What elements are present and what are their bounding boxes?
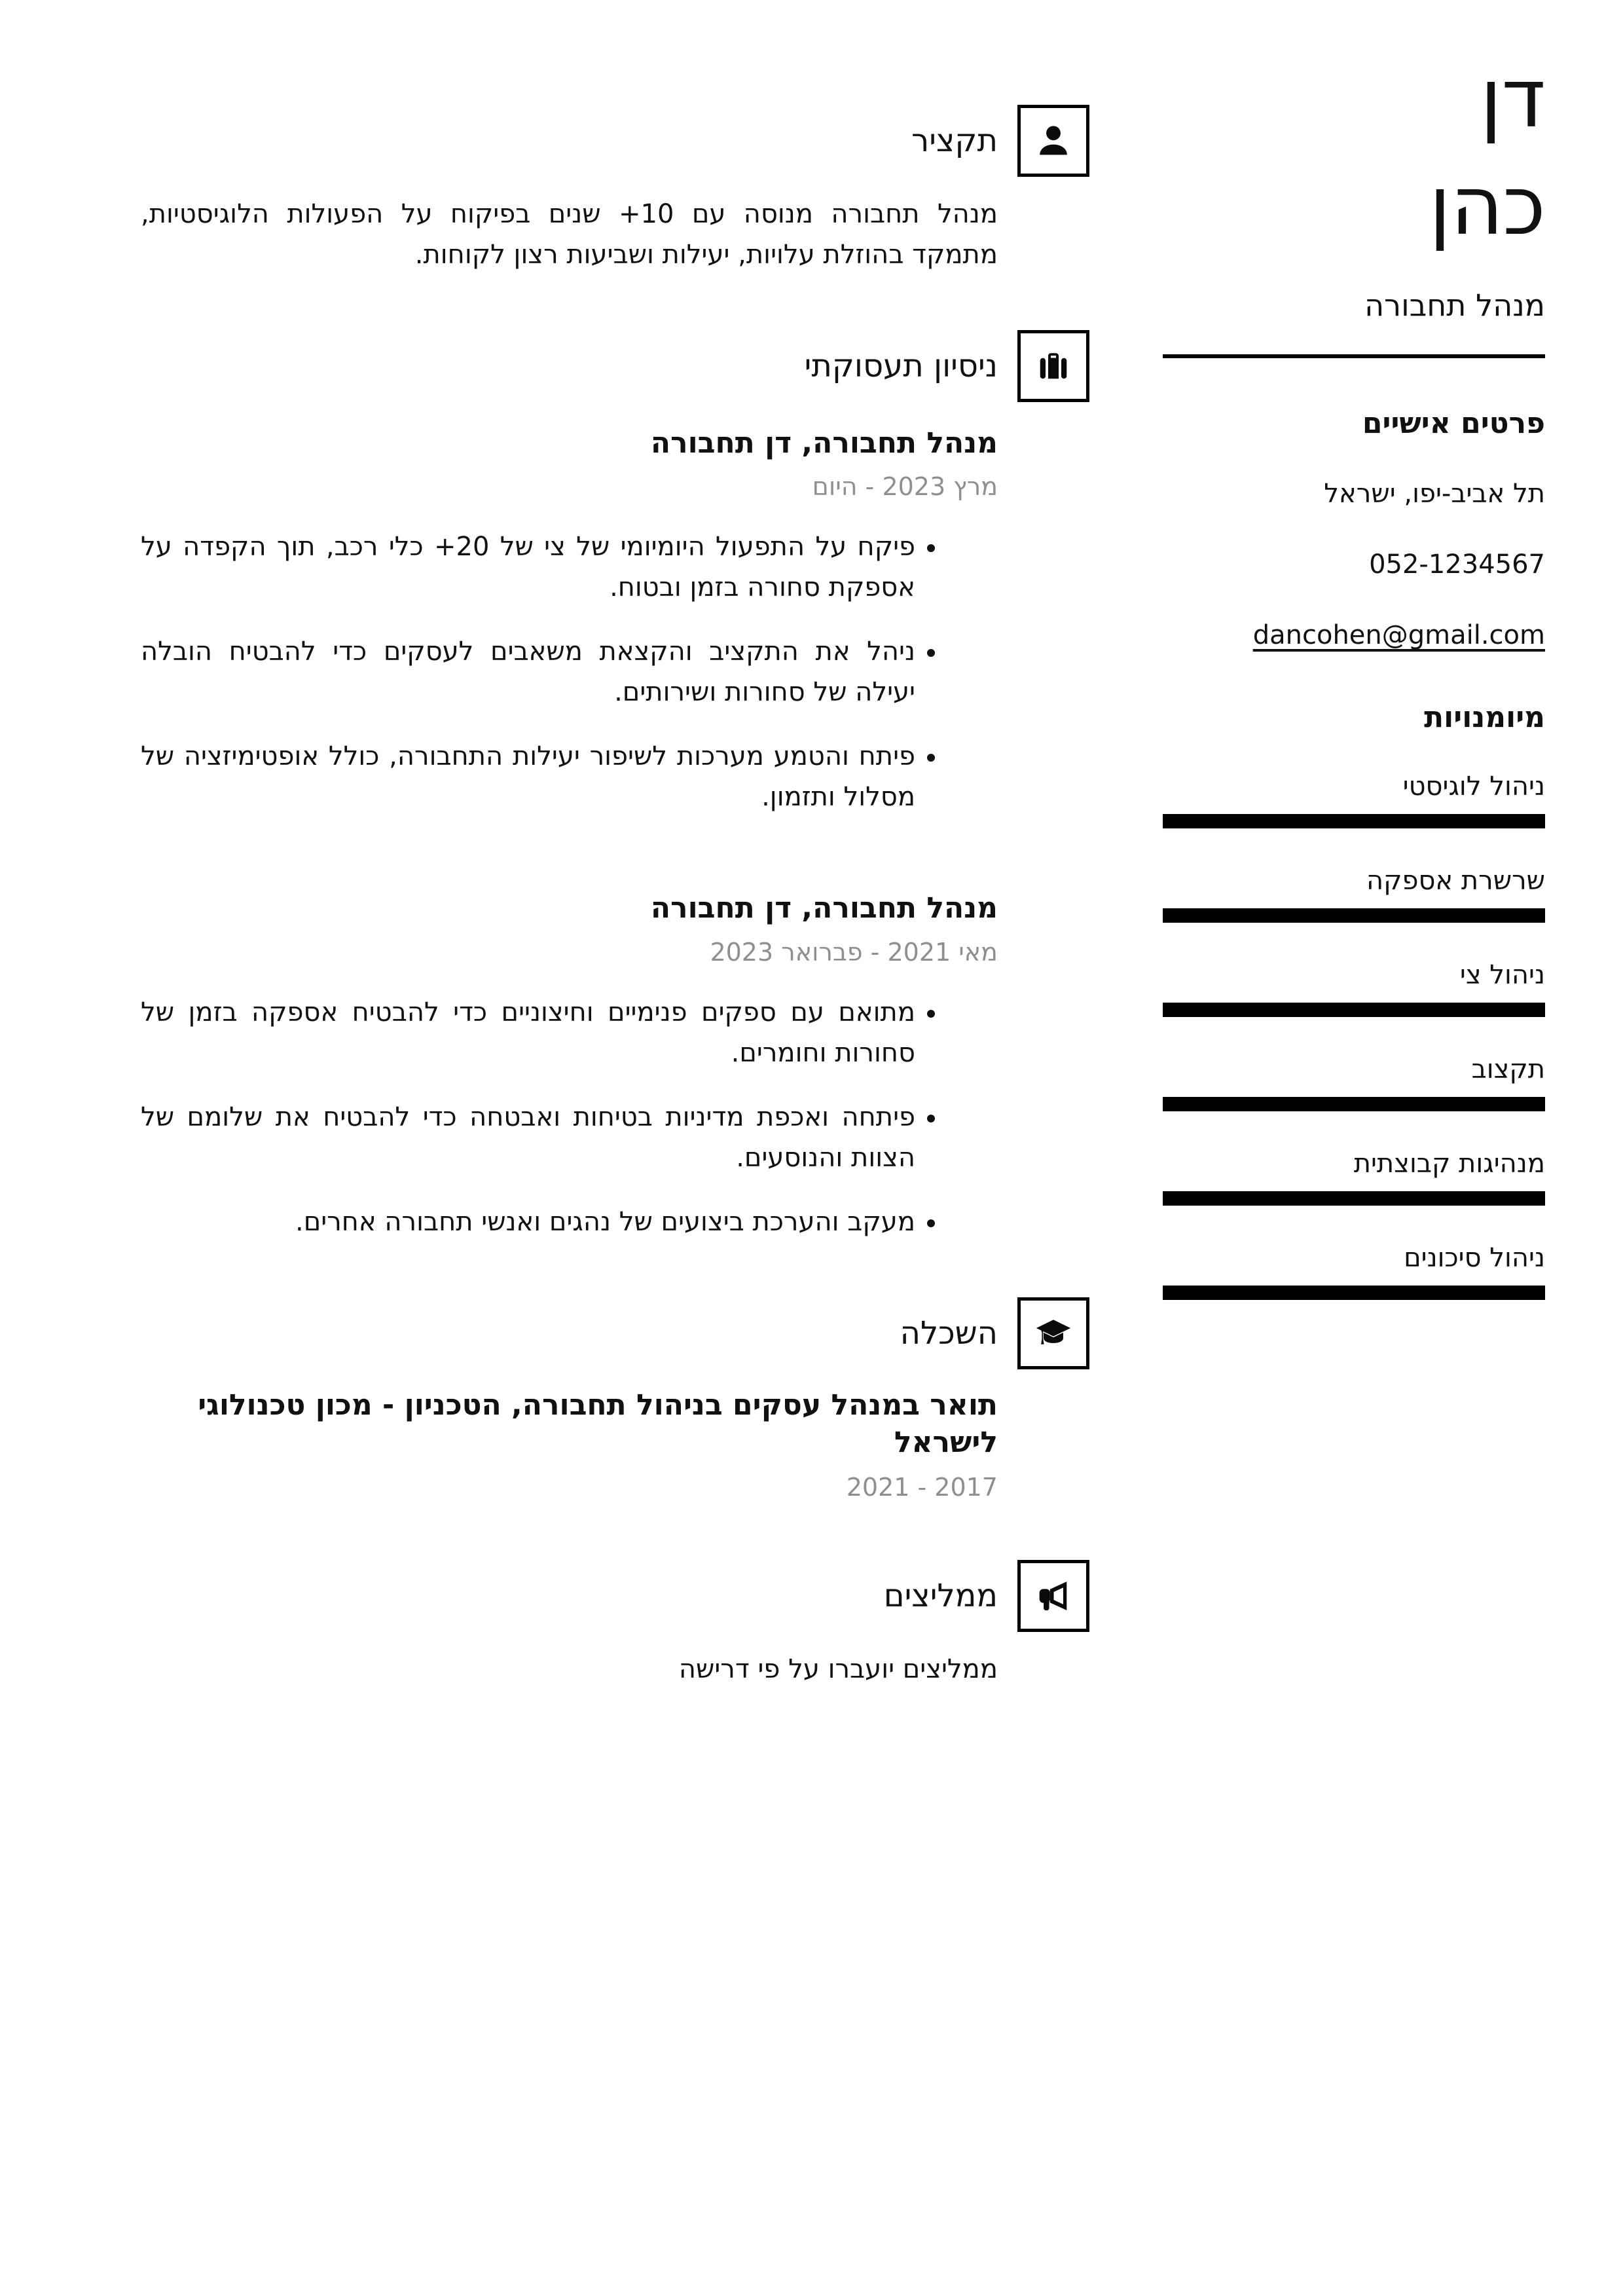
- job-bullet: • מתואם עם ספקים פנימיים וחיצוניים כדי להבטיח אספקה בזמן של סחורות וחומרים.: [141, 992, 915, 1073]
- skill-item-team-leadership: [1163, 1147, 1545, 1206]
- personal-details-heading: פרטים אישיים: [1362, 407, 1545, 441]
- summary-text: מנהל תחבורה מנוסה עם 10+ שנים בפיקוח על הפעולות הלוגיסטיות, מתמקד בהוזלת עלויות, יעילות ושביעות רצון לקוחות.: [141, 199, 998, 270]
- graduation-cap-icon: [1017, 1297, 1089, 1369]
- candidate-last-name: כהן: [1429, 158, 1545, 253]
- skill-label: ניהול צי: [1459, 960, 1545, 991]
- job-dates: מרץ 2023 - היום: [812, 472, 998, 502]
- sidebar: [1163, 39, 1545, 2257]
- main-content: [75, 39, 1089, 2257]
- skills-heading: מיומנויות: [1424, 701, 1545, 735]
- job-bullet: • פיתח והטמע מערכות לשיפור יעילות התחבורה, כולל אופטימיזציה של מסלול ותזמון.: [141, 736, 915, 817]
- skill-level-bar: [1163, 814, 1545, 828]
- skill-label: מנהיגות קבוצתית: [1353, 1149, 1545, 1179]
- job-bullets: [141, 992, 998, 1242]
- job-dates: מאי 2021 - פברואר 2023: [710, 937, 998, 967]
- skill-level-bar: [1163, 1286, 1545, 1300]
- sidebar-divider: [1163, 354, 1545, 358]
- job-bullet: • מעקב והערכת ביצועים של נהגים ואנשי תחבורה אחרים.: [141, 1202, 915, 1242]
- skill-level-bar: [1163, 1097, 1545, 1111]
- skill-item-budgeting: [1163, 1052, 1545, 1111]
- job-title: מנהל תחבורה, דן תחבורה: [650, 426, 998, 460]
- skill-label: תקצוב: [1471, 1054, 1545, 1085]
- summary-heading-row: [75, 105, 1089, 177]
- section-education: [75, 1297, 1089, 1506]
- briefcase-icon: [1017, 330, 1089, 402]
- job-bullet: • פיתחה ואכפת מדיניות בטיחות ואבטחה כדי להבטיח את שלומם של הצוות והנוסעים.: [141, 1097, 915, 1178]
- education-heading-row: [75, 1297, 1089, 1369]
- job-title: מנהל תחבורה, דן תחבורה: [650, 891, 998, 925]
- skill-item-supply-chain: [1163, 864, 1545, 923]
- references-title: ממליצים: [883, 1578, 998, 1615]
- skill-label: שרשרת אספקה: [1366, 866, 1545, 897]
- person-icon: [1017, 105, 1089, 177]
- job-bullet: • פיקח על התפעול היומיומי של צי של 20+ כלי רכב, תוך הקפדה על אספקת סחורה בזמן ובטוח.: [141, 527, 915, 608]
- skill-item-logistics: [1163, 769, 1545, 828]
- section-summary: [75, 105, 1089, 275]
- candidate-first-name: דן: [1480, 52, 1545, 146]
- skill-level-bar: [1163, 1003, 1545, 1017]
- job-bullet: • ניהל את התקציב והקצאת משאבים לעסקים כדי להבטיח הובלה יעילה של סחורות ושירותים.: [141, 631, 915, 713]
- section-references: [75, 1560, 1089, 1690]
- skill-item-risk-management: [1163, 1241, 1545, 1300]
- skill-label: ניהול לוגיסטי: [1402, 771, 1545, 802]
- candidate-name: [1163, 46, 1545, 260]
- candidate-job-title: מנהל תחבורה: [1364, 287, 1545, 324]
- skill-level-bar: [1163, 908, 1545, 923]
- skill-level-bar: [1163, 1191, 1545, 1206]
- degree-text: תואר במנהל עסקים בניהול תחבורה, הטכניון - מכון טכנולוגי לישראל: [198, 1388, 998, 1459]
- summary-title: תקציר: [911, 122, 998, 159]
- megaphone-icon: [1017, 1560, 1089, 1632]
- experience-heading-row: [75, 330, 1089, 402]
- education-dates: 2017 - 2021: [846, 1473, 998, 1502]
- references-heading-row: [75, 1560, 1089, 1632]
- job-entry-2: [141, 889, 998, 1242]
- location-text: תל אביב-יפו, ישראל: [1324, 479, 1545, 509]
- job-entry-1: [141, 424, 998, 817]
- skill-item-fleet: [1163, 958, 1545, 1017]
- experience-title: ניסיון תעסוקתי: [804, 348, 998, 384]
- education-title: השכלה: [900, 1314, 998, 1352]
- section-experience: [75, 330, 1089, 1242]
- email-link[interactable]: dancohen@gmail.com: [1252, 620, 1545, 651]
- references-text: ממליצים יועברו על פי דרישה: [678, 1654, 998, 1685]
- job-bullets: [141, 527, 998, 817]
- skill-label: ניהול סיכונים: [1404, 1243, 1545, 1274]
- phone-number: 052-1234567: [1369, 549, 1545, 580]
